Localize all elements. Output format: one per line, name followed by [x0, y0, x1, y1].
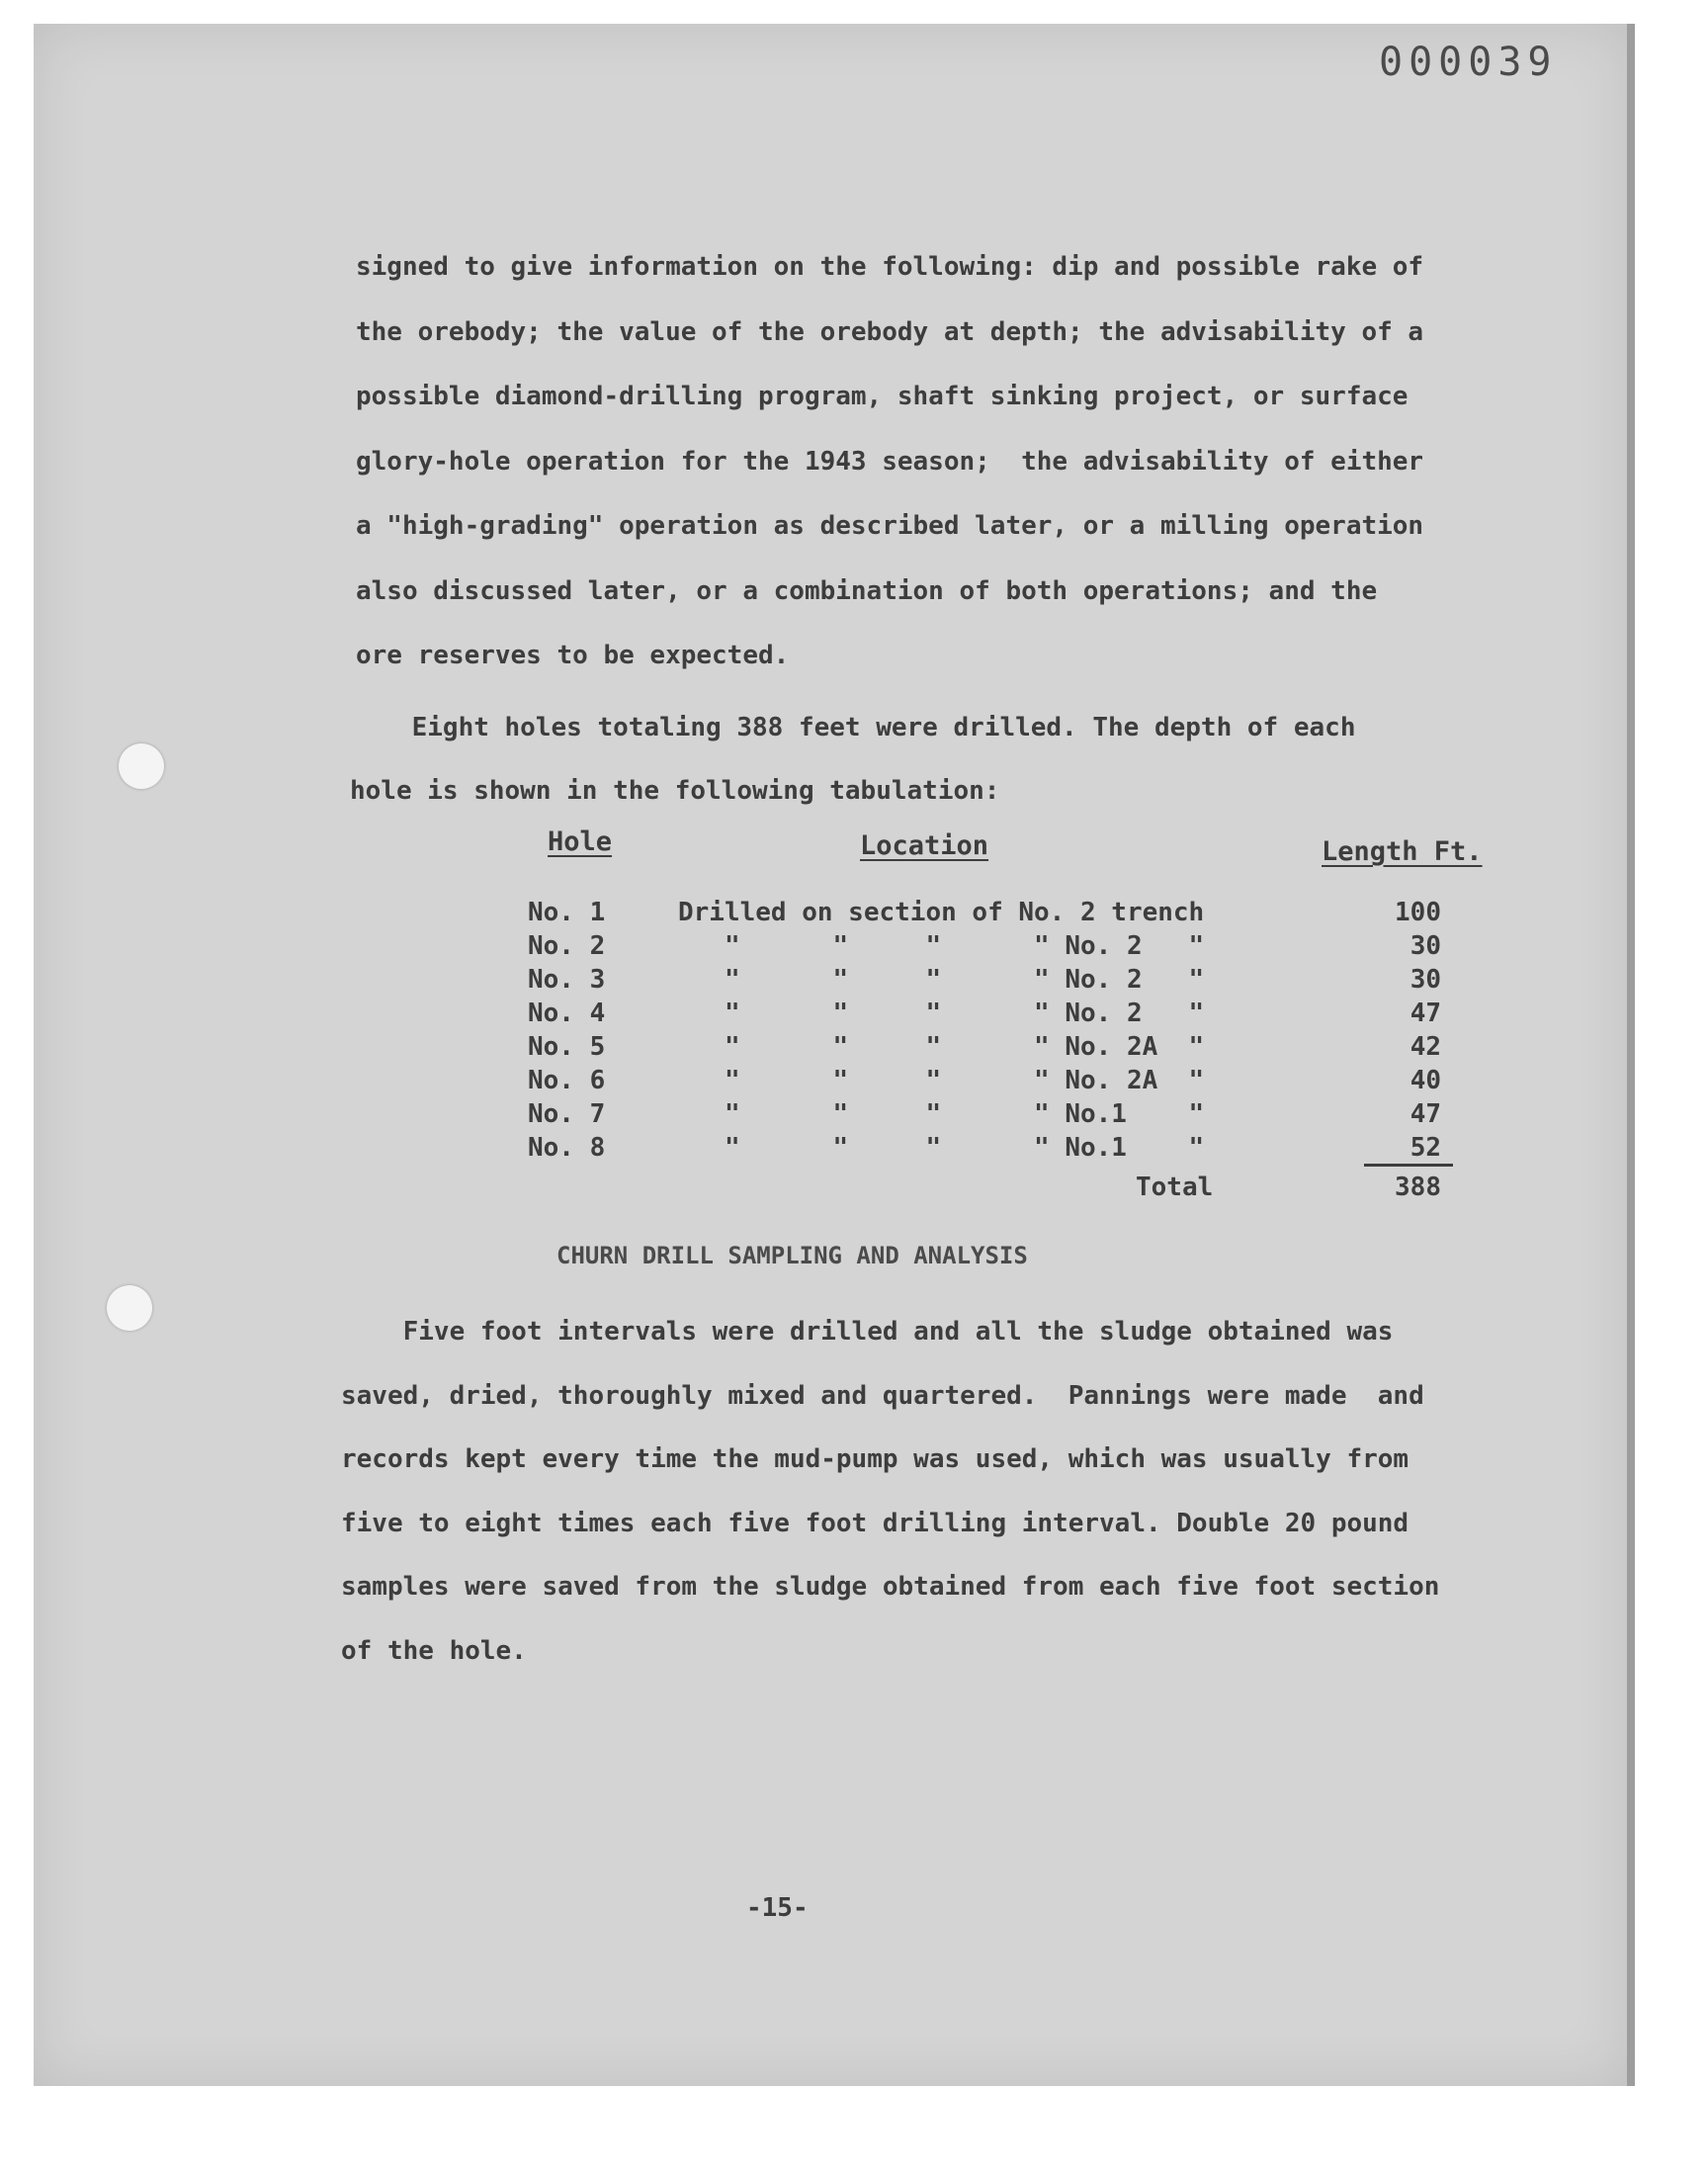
text-line: records kept every time the mud-pump was used, which was usually from — [341, 1444, 1409, 1474]
punch-hole-top — [119, 743, 164, 789]
table-row — [0, 898, 1708, 931]
hole-cell: No. 5 — [528, 1032, 606, 1062]
header-length: Length Ft. — [1322, 836, 1483, 867]
table-row — [0, 1066, 1708, 1099]
length-cell: 30 — [1409, 965, 1441, 995]
table-row — [0, 1133, 1708, 1167]
hole-cell: No. 4 — [528, 999, 606, 1028]
text-line: of the hole. — [341, 1635, 527, 1666]
length-cell: 40 — [1409, 1066, 1441, 1095]
table-row — [0, 999, 1708, 1032]
text-line: possible diamond-drilling program, shaft sinking project, or surface — [356, 382, 1409, 411]
text-line: ore reserves to be expected. — [356, 641, 790, 670]
intro-paragraph — [356, 235, 1423, 689]
hole-cell: No. 3 — [528, 965, 606, 995]
header-location: Location — [860, 830, 989, 861]
location-cell: Drilled on section of No. 2 trench — [678, 898, 1205, 927]
location-cell: " " " " No. 2 " — [678, 965, 1205, 995]
holes-paragraph — [350, 696, 1355, 823]
location-cell: " " " " No.1 " — [678, 1099, 1205, 1129]
page-number: -15- — [746, 1893, 809, 1923]
length-cell: 30 — [1409, 931, 1441, 961]
length-cell: 47 — [1409, 999, 1441, 1028]
hole-cell: No. 1 — [528, 898, 606, 927]
total-label: Total — [1136, 1173, 1214, 1202]
hole-cell: No. 2 — [528, 931, 606, 961]
length-cell: 52 — [1409, 1133, 1441, 1163]
text-line: also discussed later, or a combination of both operations; and the — [356, 575, 1378, 606]
table-row — [0, 1099, 1708, 1133]
text-line: a "high-grading" operation as described later, or a milling operation — [356, 511, 1424, 541]
header-hole: Hole — [548, 826, 613, 857]
hole-cell: No. 7 — [528, 1099, 606, 1129]
text-line: glory-hole operation for the 1943 season; the advisability of either — [356, 446, 1424, 477]
location-cell: " " " " No.1 " — [678, 1133, 1205, 1163]
table-row — [0, 965, 1708, 999]
section-heading: CHURN DRILL SAMPLING AND ANALYSIS — [556, 1242, 1028, 1269]
location-cell: " " " " No. 2A " — [678, 1066, 1205, 1095]
total-value: 388 — [1395, 1173, 1441, 1202]
total-rule — [1364, 1164, 1453, 1167]
punch-hole-bottom — [107, 1285, 152, 1331]
text-line: Eight holes totaling 388 feet were drilled. The depth of each — [350, 713, 1356, 742]
location-cell: " " " " No. 2 " — [678, 999, 1205, 1028]
text-line: Five foot intervals were drilled and all the sludge obtained was — [341, 1317, 1394, 1347]
document-number: 000039 — [1379, 40, 1558, 85]
length-cell: 100 — [1395, 898, 1441, 927]
hole-cell: No. 6 — [528, 1066, 606, 1095]
hole-cell: No. 8 — [528, 1133, 606, 1163]
location-cell: " " " " No. 2 " — [678, 931, 1205, 961]
sampling-paragraph — [341, 1300, 1439, 1683]
text-line: hole is shown in the following tabulation: — [350, 776, 1000, 806]
length-cell: 42 — [1409, 1032, 1441, 1062]
table-row — [0, 1032, 1708, 1066]
text-line: samples were saved from the sludge obtained from each five foot section — [341, 1572, 1440, 1602]
table-row — [0, 931, 1708, 965]
text-line: five to eight times each five foot drilling interval. Double 20 pound — [341, 1508, 1409, 1538]
length-cell: 47 — [1409, 1099, 1441, 1129]
text-line: the orebody; the value of the orebody at depth; the advisability of a — [356, 316, 1424, 347]
text-line: saved, dried, thoroughly mixed and quartered. Pannings were made and — [341, 1380, 1424, 1411]
location-cell: " " " " No. 2A " — [678, 1032, 1205, 1062]
text-line: signed to give information on the following: dip and possible rake of — [356, 252, 1424, 282]
